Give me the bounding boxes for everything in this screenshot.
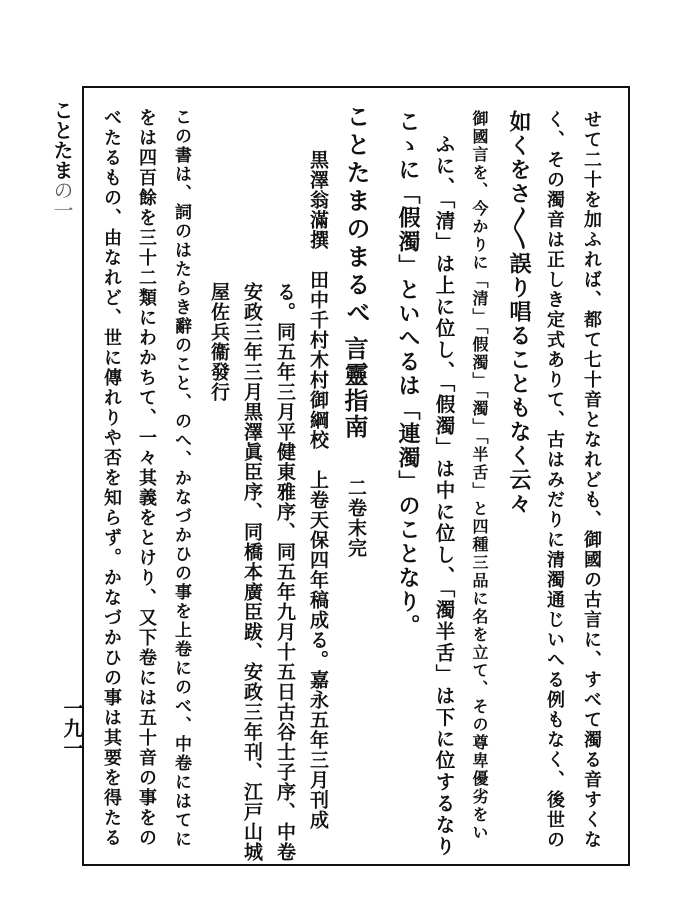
publisher-line: 屋佐兵衞發行 (208, 282, 230, 402)
description-column-2: をは四百餘を三十二類にわかちて、一々其義をとけり、又下卷には五十音の事をの (136, 108, 157, 848)
publication-line-2: 安政三年三月黒澤眞臣序、同橋本廣臣跋、安政三年刊、江戸山城 (241, 282, 263, 862)
text-column-5: ふに、「清」は上に位し、「假濁」は中に位し、「濁半舌」は下に位するなり (432, 134, 456, 858)
description-column-1: この書は、詞のはたらき辭のこと、のへ、かなづかひの事を上卷にのべ、中卷にはてに (171, 108, 191, 849)
publication-line-1: る。同五年三月平健東雅序、同五年九月十五日古谷士子序、中卷 (274, 282, 296, 862)
running-head-subtitle: の一 (50, 180, 74, 220)
author-line: 黒澤翁滿撰 田中千村木村御綱校 上卷天保四年稿成る。嘉永五年三月刊成 (307, 150, 329, 830)
text-column-2: く、その濁音は正しき定式ありて、古はみだりに清濁通じいへる例もなく、後世の (544, 110, 565, 850)
book-volumes: 二卷末完 (345, 478, 367, 558)
text-column-3: 如くをさ〳〵誤り唱ることもなく云々 (506, 110, 532, 516)
running-head-title (52, 100, 72, 220)
book-title: 言靈指南 (340, 336, 369, 440)
description-column-3: べたるもの、由なれど、世に傳れりや否を知らず。かなづかひの事は其要を得たる (101, 108, 122, 848)
text-column-6: こゝに「假濁」といへるは「連濁」のことなり。 (395, 110, 421, 638)
text-column-4: 御國言を、今かりに「清」「假濁」「濁」「半舌」と四種三品に名を立て、その尊卑優劣をい (470, 110, 489, 842)
page-number: 一九一 (60, 698, 84, 758)
text-column-1: せて二十を加ふれば、都て七十音となれども、御國の古言に、すべて濁る音すくな (581, 110, 602, 850)
running-head-title-text: ことたま (50, 100, 74, 180)
entry-heading: ことたまのまるべ (342, 104, 371, 328)
